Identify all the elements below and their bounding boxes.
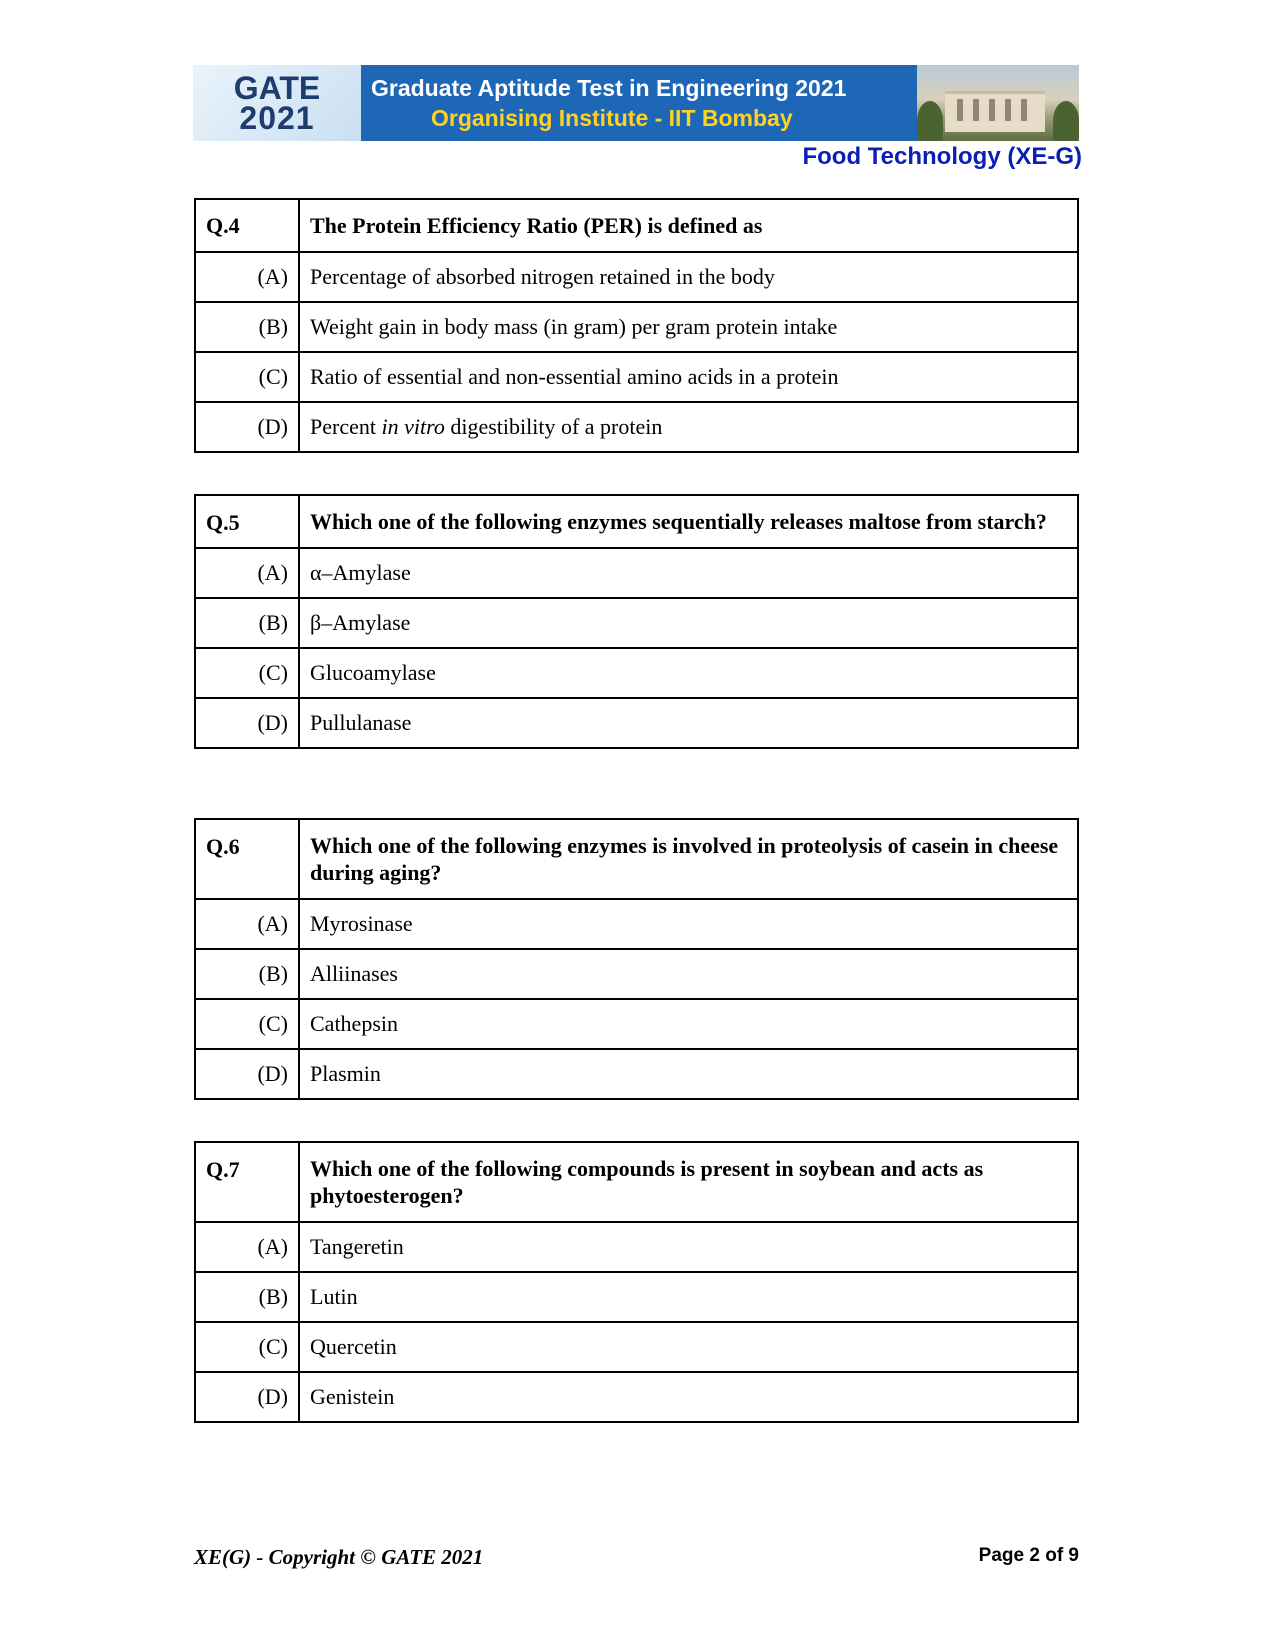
- option-text: Weight gain in body mass (in gram) per gram protein intake: [299, 302, 1078, 352]
- option-row: [195, 648, 1078, 698]
- option-row: [195, 1049, 1078, 1099]
- option-label: (B): [195, 949, 299, 999]
- banner-title-line2: Organising Institute - IIT Bombay: [431, 105, 793, 131]
- question-5: [194, 494, 1079, 749]
- option-label: (C): [195, 1322, 299, 1372]
- campus-photo: [917, 65, 1079, 141]
- option-text: Pullulanase: [299, 698, 1078, 748]
- option-label: (D): [195, 1372, 299, 1422]
- question-stem: Which one of the following compounds is present in soybean and acts as phytoesterogen?: [299, 1142, 1078, 1222]
- question-number: Q.5: [195, 495, 299, 548]
- option-label: (B): [195, 598, 299, 648]
- option-text: Quercetin: [299, 1322, 1078, 1372]
- option-text-italic: in vitro: [381, 414, 445, 439]
- option-text: Lutin: [299, 1272, 1078, 1322]
- option-text: Genistein: [299, 1372, 1078, 1422]
- option-label: (C): [195, 999, 299, 1049]
- option-row: [195, 698, 1078, 748]
- option-text: Ratio of essential and non-essential amino acids in a protein: [299, 352, 1078, 402]
- option-text: α–Amylase: [299, 548, 1078, 598]
- option-label: (A): [195, 1222, 299, 1272]
- option-row: [195, 598, 1078, 648]
- option-label: (C): [195, 648, 299, 698]
- option-row: [195, 548, 1078, 598]
- question-number: Q.7: [195, 1142, 299, 1222]
- option-text: Cathepsin: [299, 999, 1078, 1049]
- option-label: (C): [195, 352, 299, 402]
- option-row: [195, 899, 1078, 949]
- option-row: [195, 302, 1078, 352]
- logo-year: 2021: [239, 100, 315, 136]
- option-row: [195, 949, 1078, 999]
- option-text: Glucoamylase: [299, 648, 1078, 698]
- banner-title-line1: Graduate Aptitude Test in Engineering 2021: [371, 75, 847, 101]
- header-banner: [193, 65, 1079, 141]
- option-text: β–Amylase: [299, 598, 1078, 648]
- question-stem: The Protein Efficiency Ratio (PER) is defined as: [299, 199, 1078, 252]
- option-text-before: Percent: [310, 414, 382, 439]
- option-label: (D): [195, 402, 299, 452]
- option-text: Myrosinase: [299, 899, 1078, 949]
- option-label: (D): [195, 698, 299, 748]
- question-number: Q.6: [195, 819, 299, 899]
- option-label: (D): [195, 1049, 299, 1099]
- subject-title: Food Technology (XE-G): [802, 143, 1082, 170]
- option-label: (A): [195, 252, 299, 302]
- gate-logo: [193, 65, 361, 141]
- option-text: [299, 402, 1078, 452]
- option-text: Percentage of absorbed nitrogen retained in the body: [299, 252, 1078, 302]
- page-number: Page 2 of 9: [978, 1545, 1079, 1566]
- option-text: Tangeretin: [299, 1222, 1078, 1272]
- banner-title: [361, 65, 917, 141]
- question-4: [194, 198, 1079, 453]
- option-text: Plasmin: [299, 1049, 1078, 1099]
- footer-copyright: XE(G) - Copyright © GATE 2021: [194, 1545, 484, 1569]
- option-row: [195, 1222, 1078, 1272]
- option-label: (B): [195, 1272, 299, 1322]
- option-row: [195, 999, 1078, 1049]
- option-text: Alliinases: [299, 949, 1078, 999]
- question-7: [194, 1141, 1079, 1423]
- question-6: [194, 818, 1079, 1100]
- logo-word: GATE: [233, 70, 321, 106]
- option-row: [195, 252, 1078, 302]
- option-row: [195, 1322, 1078, 1372]
- option-text-after: digestibility of a protein: [444, 414, 663, 439]
- option-row: [195, 352, 1078, 402]
- option-row: [195, 1372, 1078, 1422]
- option-label: (A): [195, 548, 299, 598]
- option-label: (A): [195, 899, 299, 949]
- question-stem: Which one of the following enzymes sequentially releases maltose from starch?: [299, 495, 1078, 548]
- option-label: (B): [195, 302, 299, 352]
- option-row: [195, 1272, 1078, 1322]
- question-stem: Which one of the following enzymes is involved in proteolysis of casein in cheese during aging?: [299, 819, 1078, 899]
- question-number: Q.4: [195, 199, 299, 252]
- option-row: [195, 402, 1078, 452]
